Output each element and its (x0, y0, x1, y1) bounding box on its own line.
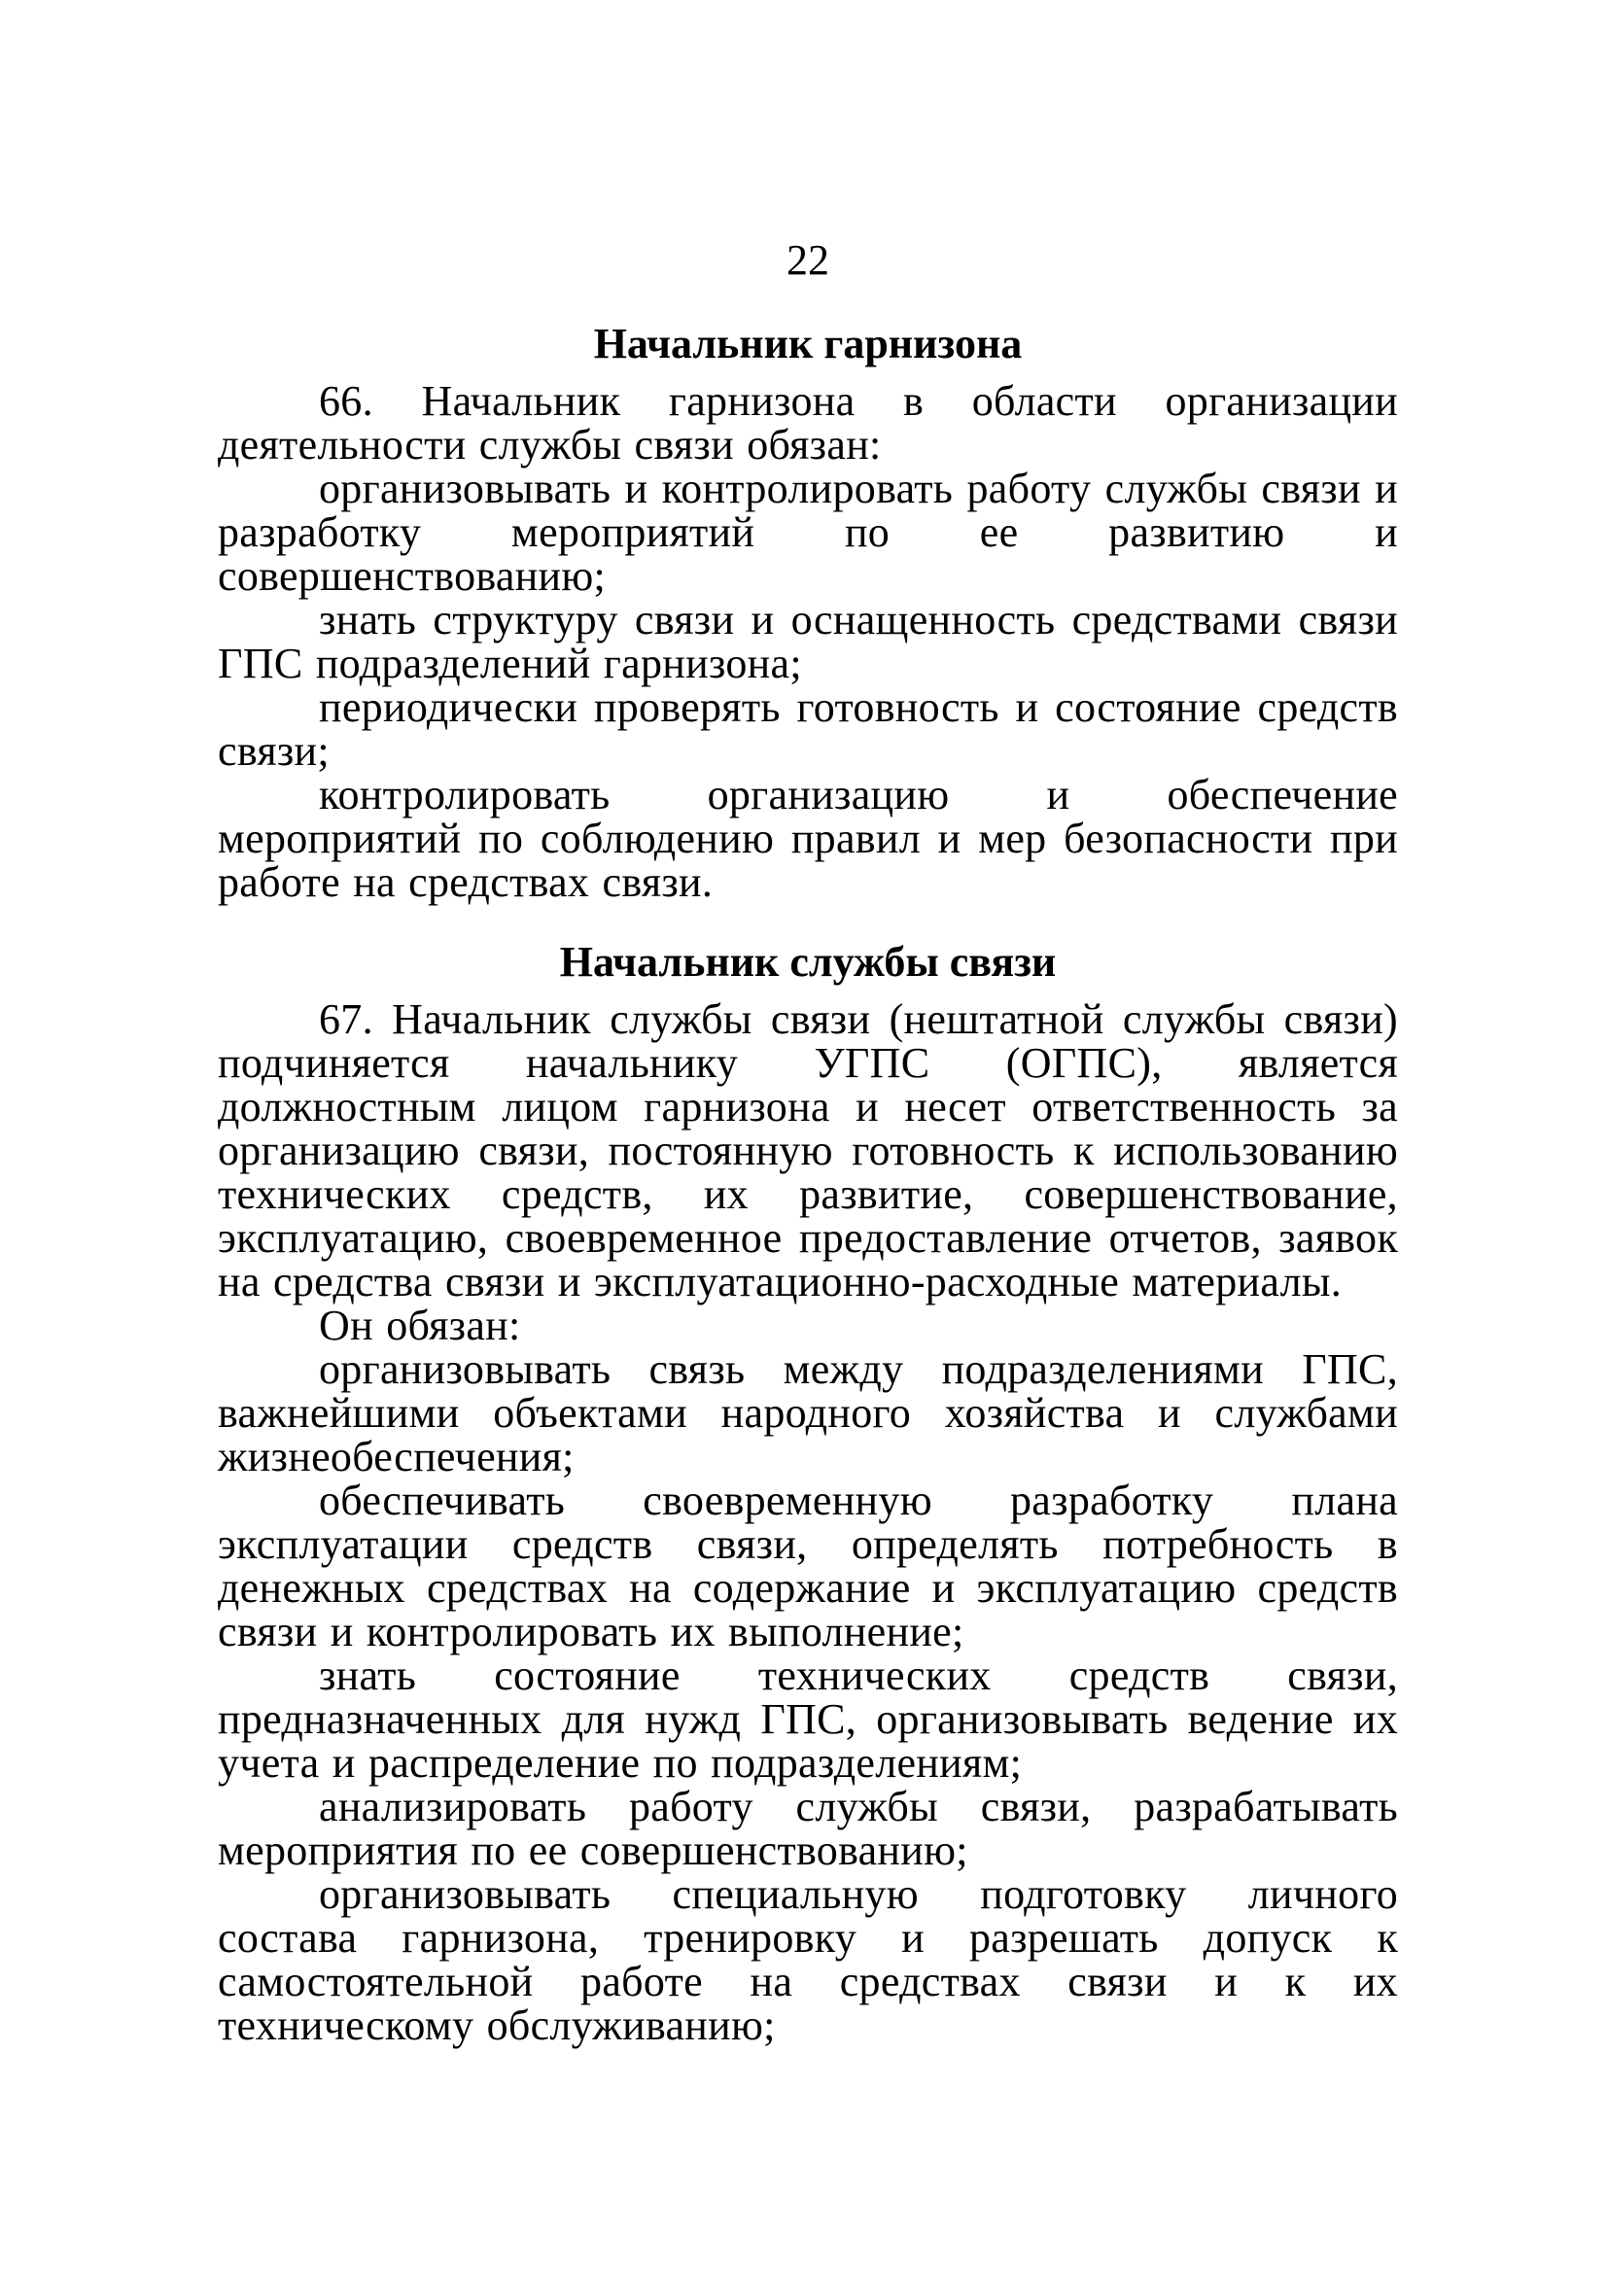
section-garrison-chief (218, 321, 1398, 904)
paragraph: организовывать специальную подготовку личного состава гарнизона, тренировку и разрешать допуск к самостоятельной работе на средствах связи и к их техническому обслуживанию; (218, 1870, 1398, 2049)
page-number: 22 (787, 236, 829, 284)
paragraph: знать структуру связи и оснащенность средствами связи ГПС подразделений гарнизона; (218, 596, 1398, 687)
paragraph: обеспечивать своевременную разработку плана эксплуатации средств связи, определять потребность в денежных средствах на содержание и эксплуатацию средств связи и контролировать их выполнение; (218, 1477, 1398, 1655)
paragraph: периодически проверять готовность и состояние средств связи; (218, 683, 1398, 775)
paragraph: знать состояние технических средств связи, предназначенных для нужд ГПС, организовывать ведение их учета и распределение по подразделениям; (218, 1652, 1398, 1787)
paragraph: анализировать работу службы связи, разрабатывать мероприятия по ее совершенствованию; (218, 1783, 1398, 1874)
paragraph: контролировать организацию и обеспечение мероприятий по соблюдению правил и мер безопасности при работе на средствах связи. (218, 771, 1398, 906)
paragraph: 66. Начальник гарнизона в области организации деятельности службы связи обязан: (218, 377, 1398, 469)
paragraph: 67. Начальник службы связи (нештатной службы связи) подчиняется начальнику УГПС (ОГПС), является должностным лицом гарнизона и несет ответственность за организацию связи, постоянную готовность к использованию технических средств, их развитие, совершенствование, эксплуатацию, своевременное предоставление отчетов, заявок на средства связи и эксплуатационно-расходные материалы. (218, 995, 1398, 1305)
section-heading: Начальник службы связи (559, 938, 1057, 986)
paragraph: организовывать и контролировать работу службы связи и разработку мероприятий по ее развитию и совершенствованию; (218, 465, 1398, 600)
paragraph: организовывать связь между подразделениями ГПС, важнейшими объектами народного хозяйства и службами жизнеобеспечения; (218, 1345, 1398, 1480)
document-page (218, 233, 1398, 2047)
section-communications-chief (218, 939, 1398, 2047)
section-heading: Начальник гарнизона (593, 320, 1023, 367)
paragraph: Он обязан: (319, 1302, 521, 1349)
